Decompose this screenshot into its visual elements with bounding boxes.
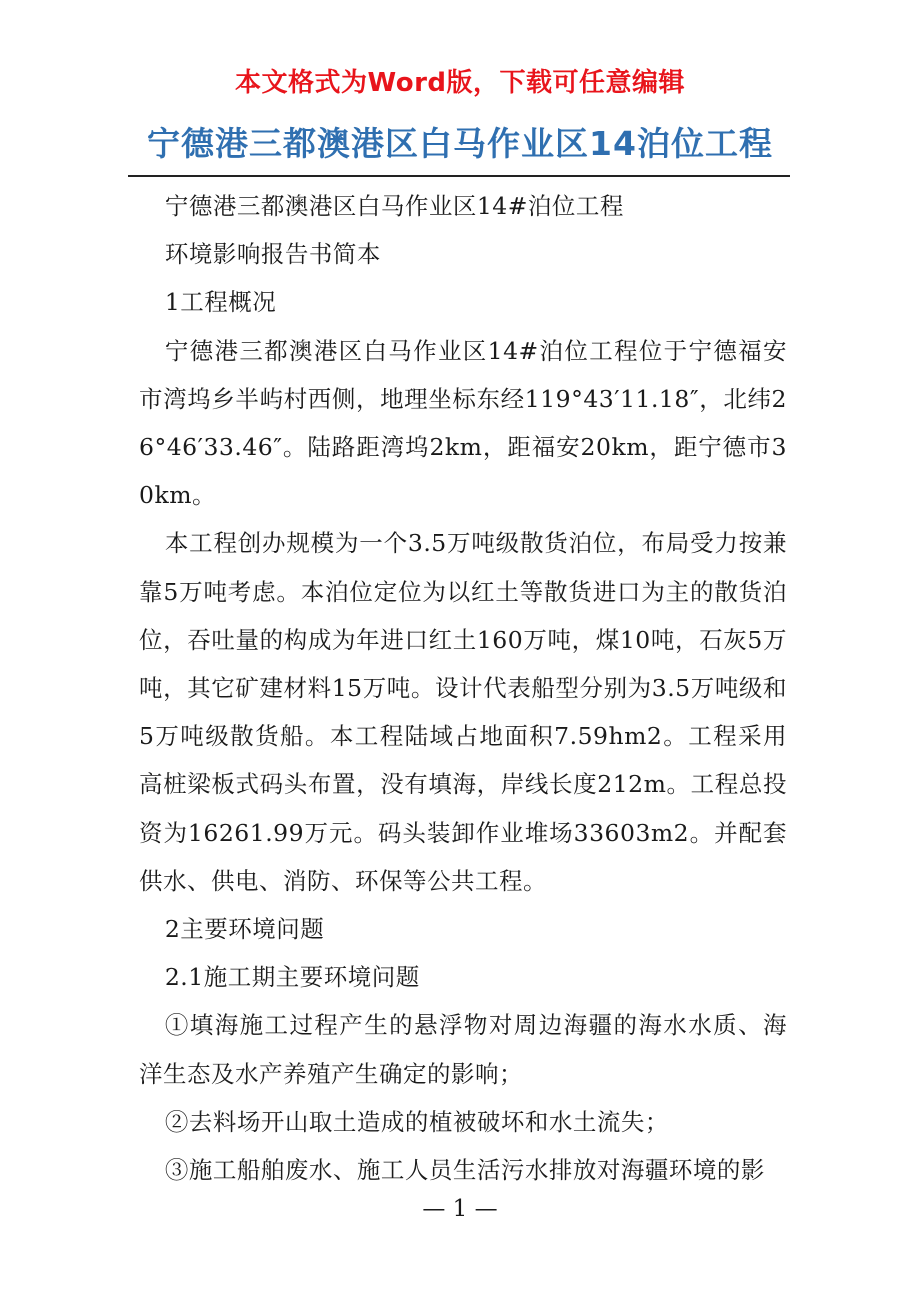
paragraph-scale: 本工程创办规模为一个3.5万吨级散货泊位，布局受力按兼靠5万吨考虑。本泊位定位为以红土等散货进口为主的散货泊位，吞吐量的构成为年进口红土160万吨，煤10吨，石灰5万吨，其它矿建材料15万吨。设计代表船型分别为3.5万吨级和5万吨级散货船。本工程陆域占地面积7.59hm2。工程采用高桩梁板式码头布置，没有填海，岸线长度212m。工程总投资为16261.99万元。码头装卸作业堆场33603m2。并配套供水、供电、消防、环保等公共工程。 [139,529,787,895]
list-item-3: ③施工船舶废水、施工人员生活污水排放对海疆环境的影 [164,1156,765,1185]
paragraph-report-type: 环境影响报告书简本 [164,240,381,269]
list-item-2: ②去料场开山取土造成的植被破坏和水土流失； [164,1107,669,1136]
list-item-1: ①填海施工过程产生的悬浮物对周边海疆的海水水质、海洋生态及水产养殖产生确定的影响； [139,1011,787,1088]
paragraph-project-name: 宁德港三都澳港区白马作业区14#泊位工程 [164,192,624,220]
format-banner: 本文格式为Word版，下载可任意编辑 [234,68,686,98]
title-divider [128,175,790,177]
section-heading-env-issues: 2主要环境问题 [164,915,325,944]
paragraph-location: 宁德港三都澳港区白马作业区14#泊位工程位于宁德福安市湾坞乡半屿村西侧，地理坐标东经119°43′11.18″，北纬26°46′33.46″。陆路距湾坞2km，距福安20km，距宁德市30km。 [139,336,787,510]
document-title: 宁德港三都澳港区白马作业区14泊位工程 [147,124,773,163]
subsection-heading-construction: 2.1施工期主要环境问题 [164,963,420,992]
section-heading-overview: 1工程概况 [164,288,277,317]
page-number: — 1 — [422,1196,498,1222]
document-body [139,182,787,1194]
